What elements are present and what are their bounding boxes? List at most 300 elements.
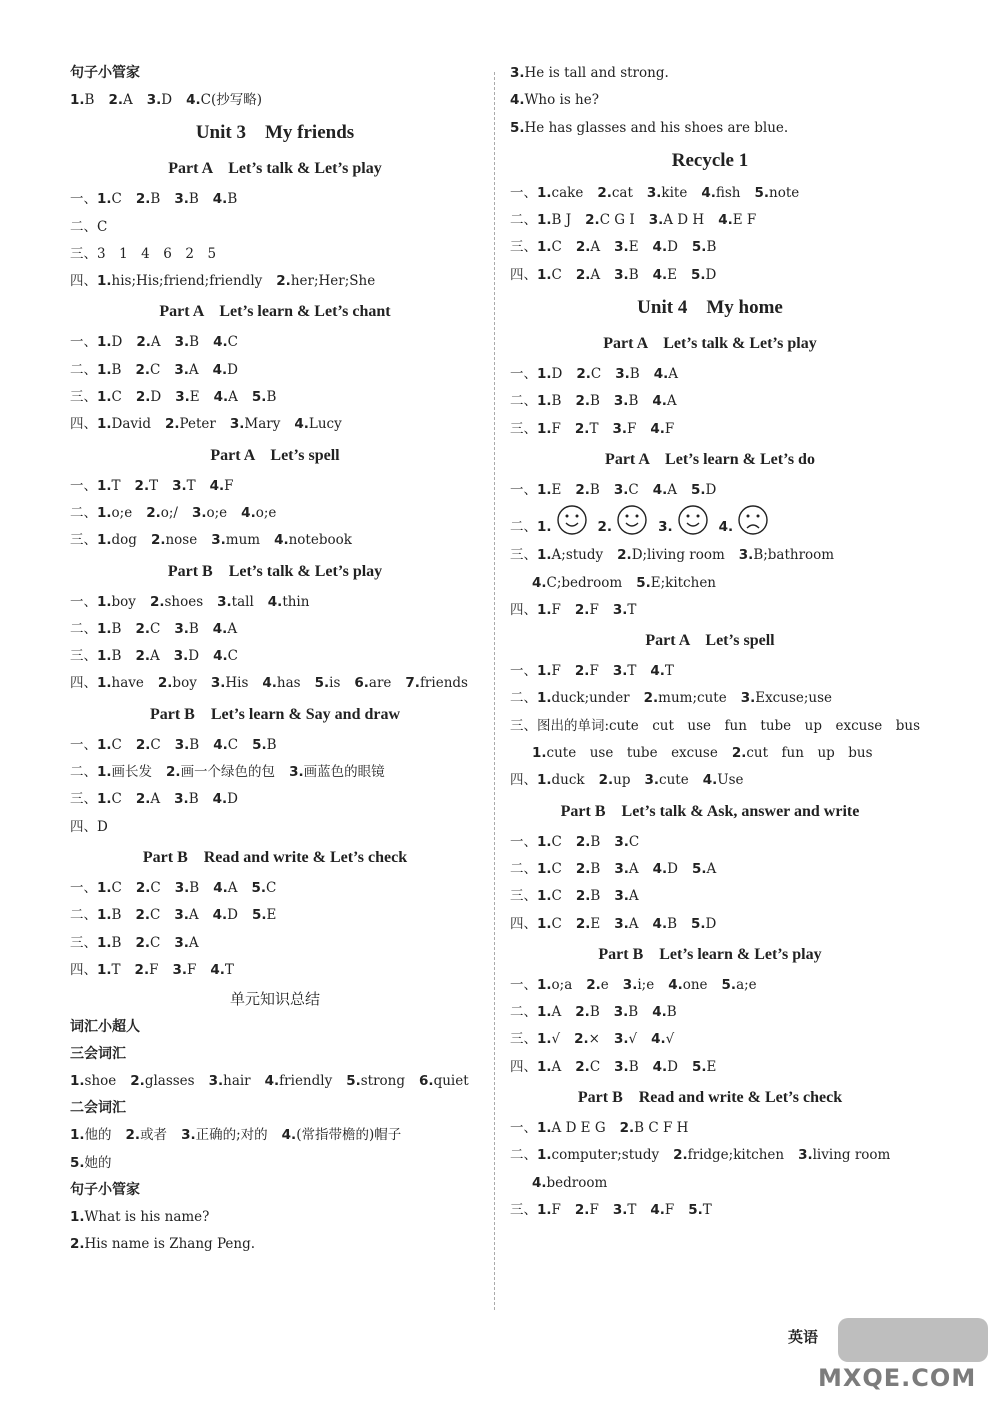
question-group-number: 四、 <box>70 675 97 692</box>
part-heading: Part B Let’s talk & Let’s play <box>167 562 383 580</box>
item-answer: B <box>628 393 639 410</box>
answer-line <box>510 361 910 388</box>
question-group-number: 二、 <box>510 1004 537 1021</box>
item-answer: A <box>666 393 677 410</box>
item-number: 5. <box>721 976 737 993</box>
item-number: 2. <box>575 1058 590 1075</box>
question-group-number: 二、 <box>510 519 537 536</box>
item-answer: 正确的;对的 <box>195 1127 268 1144</box>
answer-line <box>70 957 480 984</box>
item-number: 2. <box>643 690 659 707</box>
answer-item <box>732 745 873 761</box>
item-answer: his;His;friend;friendly <box>111 273 263 290</box>
item-answer: B <box>628 266 639 283</box>
question-group-number: 三、 <box>510 239 537 256</box>
answer-item <box>718 212 756 228</box>
item-number: 4. <box>652 239 668 256</box>
item-number: 5. <box>251 907 267 924</box>
item-number: 2. <box>135 389 151 406</box>
answer-item <box>97 962 121 978</box>
item-answer: C <box>628 481 639 498</box>
answer-line <box>510 767 910 794</box>
item-answer: E <box>628 239 639 256</box>
answer-item <box>251 880 276 896</box>
item-answer: Lucy <box>308 416 342 433</box>
answer-item <box>532 1175 607 1191</box>
item-answer: computer;study <box>551 1147 660 1164</box>
item-number: 2. <box>135 191 151 208</box>
answer-item <box>652 393 676 409</box>
item-answer: A <box>551 1058 562 1075</box>
item-answer: A D E G <box>551 1120 606 1137</box>
answer-item <box>537 834 562 850</box>
item-number: 2. <box>276 273 291 290</box>
item-answer: A <box>551 1004 562 1021</box>
item-number: 4. <box>212 361 228 378</box>
item-number: 3. <box>613 481 629 498</box>
unit-heading: Recycle 1 <box>671 149 749 171</box>
question-group-number: 三、 <box>510 547 537 564</box>
answer-line <box>510 911 910 938</box>
answer-item <box>97 675 144 691</box>
item-number: 5. <box>346 1073 361 1090</box>
answer-line <box>70 1122 480 1149</box>
question-group-number: 三、 <box>70 934 97 951</box>
item-number: 2. <box>575 860 591 877</box>
answer-item <box>175 880 199 896</box>
answer-item <box>510 65 669 81</box>
item-number: 1. <box>537 420 552 437</box>
answer-item <box>97 191 122 207</box>
item-answer: B <box>589 1004 600 1021</box>
answer-item <box>613 602 637 618</box>
item-number: 3. <box>217 593 232 610</box>
answer-item <box>614 482 639 498</box>
answer-line <box>510 477 910 504</box>
answer-item <box>174 191 198 207</box>
answer-item <box>614 834 639 850</box>
item-answer: 画蓝色的眼镜 <box>303 764 385 781</box>
item-number: 3. <box>738 547 754 564</box>
answer-line <box>510 1115 910 1142</box>
answer-item <box>97 334 122 350</box>
item-answer: mum <box>225 532 261 549</box>
item-number: 3. <box>613 1004 629 1021</box>
item-number: 1. <box>537 1058 552 1075</box>
item-answer: E;kitchen <box>650 574 716 591</box>
answer-line <box>510 713 921 740</box>
item-number: 4. <box>718 519 734 536</box>
item-number: 2. <box>135 361 150 378</box>
item-answer: He is tall and strong. <box>524 65 669 81</box>
item-number: 5. <box>691 860 707 877</box>
item-number: 2. <box>136 334 151 351</box>
item-number: 3. <box>613 393 629 410</box>
answer-line <box>510 542 910 569</box>
item-number: 2. <box>134 961 150 978</box>
item-number: 5. <box>691 239 707 256</box>
item-number: 1. <box>537 1120 552 1137</box>
item-answer: F <box>551 1201 561 1218</box>
item-answer: tall <box>231 593 254 610</box>
item-answer: e <box>600 976 609 993</box>
question-group-number: 二、 <box>70 361 97 378</box>
item-answer: o;e <box>255 504 277 521</box>
question-group-number: 四、 <box>70 818 97 835</box>
answer-item <box>97 362 121 378</box>
item-number: 1. <box>537 266 552 283</box>
answer-item <box>175 737 199 753</box>
answer-line <box>510 685 910 712</box>
answer-item <box>614 267 638 283</box>
item-answer: E <box>590 915 601 932</box>
item-number: 2. <box>166 764 181 781</box>
item-answer: C <box>551 266 562 283</box>
item-number: 3. <box>174 934 189 951</box>
item-answer: C <box>111 736 122 753</box>
question-group-number: 二、 <box>510 1147 537 1164</box>
item-number: 1. <box>537 547 552 564</box>
answer-item <box>575 482 599 498</box>
item-answer: F <box>589 663 599 680</box>
item-answer: T <box>111 961 121 978</box>
answer-item <box>644 690 727 706</box>
answer-item <box>653 916 677 932</box>
item-number: 1. <box>97 620 112 637</box>
item-number: 3. <box>181 1127 196 1144</box>
answer-item <box>537 977 572 993</box>
item-answer: has <box>276 675 301 692</box>
item-answer: duck <box>551 772 585 789</box>
item-number: 3. <box>173 648 189 665</box>
answer-item <box>135 621 160 637</box>
answer-item <box>97 737 122 753</box>
item-answer: A <box>667 481 677 498</box>
item-number: 5. <box>251 879 267 896</box>
item-number: 2. <box>135 934 150 951</box>
answer-item <box>174 621 198 637</box>
item-answer: her;Her;She <box>290 273 376 290</box>
item-number: 4. <box>212 791 228 808</box>
item-answer: A <box>227 879 238 896</box>
item-number: 4. <box>701 184 716 201</box>
item-number: 3. <box>648 212 664 229</box>
answer-item <box>209 1073 251 1089</box>
item-answer: C <box>111 879 122 896</box>
item-number: 1. <box>70 1209 85 1226</box>
answer-item <box>213 791 238 807</box>
item-answer: fridge;kitchen <box>687 1147 785 1164</box>
item-number: 3. <box>211 532 226 549</box>
answer-item <box>575 1004 599 1020</box>
item-number: 5. <box>688 1201 703 1218</box>
item-number: 3. <box>614 239 629 256</box>
item-answer: duck;under <box>551 690 630 707</box>
question-group-number: 四、 <box>510 772 537 789</box>
item-number: 5. <box>754 184 770 201</box>
answer-item <box>650 663 674 679</box>
answer-item <box>620 1120 689 1136</box>
answer-item <box>537 1202 561 1218</box>
item-answer: D <box>227 361 238 378</box>
answer-item <box>213 362 238 378</box>
item-answer: o;e <box>111 504 133 521</box>
item-answer: D <box>227 791 238 808</box>
answer-item <box>262 675 300 691</box>
answer-item <box>276 273 375 289</box>
item-answer: B <box>189 736 200 753</box>
question-group-number: 三、 <box>70 791 97 808</box>
item-answer: 或者 <box>140 1127 168 1144</box>
answer-line <box>70 814 480 841</box>
answer-line <box>510 570 910 597</box>
answer-line <box>70 1068 480 1095</box>
item-answer: living room <box>812 1147 891 1164</box>
item-number: 4. <box>274 532 289 549</box>
answer-line <box>510 999 910 1026</box>
answer-item <box>252 907 276 923</box>
answer-item <box>617 547 725 563</box>
item-number: 2. <box>146 504 161 521</box>
left-column <box>70 60 480 1259</box>
answer-item <box>599 772 631 788</box>
item-answer: C <box>227 648 238 665</box>
answer-item <box>230 416 280 432</box>
answer-item <box>136 880 161 896</box>
item-number: 2. <box>575 888 591 905</box>
answer-item <box>510 92 599 108</box>
item-answer: is <box>329 675 341 692</box>
item-answer: C <box>551 239 562 256</box>
answer-item <box>97 505 132 521</box>
answer-item <box>623 977 654 993</box>
answer-line <box>510 60 910 87</box>
item-number: 1. <box>97 361 112 378</box>
item-number: 3. <box>614 266 629 283</box>
answer-item <box>575 663 599 679</box>
item-answer: C <box>551 833 562 850</box>
item-number: 1. <box>97 736 112 753</box>
answer-item <box>537 1031 560 1047</box>
question-group-number: 二、 <box>510 212 537 229</box>
item-number: 1. <box>537 1031 552 1048</box>
answer-item <box>97 532 137 548</box>
item-answer: F <box>149 961 159 978</box>
question-group-number: 一、 <box>70 477 97 494</box>
question-group-number: 一、 <box>70 736 97 753</box>
item-number: 3. <box>172 477 187 494</box>
answer-item <box>136 737 161 753</box>
item-number: 4. <box>718 212 733 229</box>
item-number: 2. <box>157 675 173 692</box>
item-answer: B <box>189 334 200 351</box>
question-group-number: 三、 <box>510 1031 537 1048</box>
answer-item <box>252 389 276 405</box>
item-number: 3. <box>510 65 525 81</box>
item-number: 5. <box>691 266 706 283</box>
answer-line <box>70 875 480 902</box>
answer-item <box>585 212 635 228</box>
item-number: 1. <box>97 477 112 494</box>
section-label: 二会词汇 <box>70 1100 126 1117</box>
item-number: 3. <box>612 1201 628 1218</box>
item-number: 1. <box>537 772 552 789</box>
answer-item <box>692 1059 716 1075</box>
question-group-number: 二、 <box>70 907 97 924</box>
item-answer: √ <box>628 1031 638 1048</box>
answer-item <box>537 690 630 706</box>
answer-line <box>510 883 910 910</box>
item-number: 4. <box>213 879 228 896</box>
answer-item <box>537 239 562 255</box>
question-group-number: 一、 <box>70 191 97 208</box>
answer-item <box>653 861 678 877</box>
item-number: 2. <box>598 772 614 789</box>
answer-item <box>147 92 172 108</box>
answer-line <box>510 416 910 443</box>
item-number: 3. <box>658 519 673 536</box>
answer-item <box>175 334 199 350</box>
answer-item <box>537 888 562 904</box>
item-number: 1. <box>537 481 552 498</box>
question-group-number: 一、 <box>510 366 537 383</box>
question-group-number: 四、 <box>70 961 97 978</box>
answer-item <box>651 1031 674 1047</box>
answer-item <box>135 478 159 494</box>
answer-line <box>70 473 480 500</box>
question-group-number: 四、 <box>70 416 97 433</box>
part-heading: Part A Let’s spell <box>645 632 775 650</box>
item-number: 3. <box>174 791 189 808</box>
answer-item <box>97 764 152 780</box>
item-number: 3. <box>174 736 190 753</box>
answer-item <box>252 737 276 753</box>
item-number: 4. <box>212 907 228 924</box>
answer-item <box>135 907 160 923</box>
item-answer: fish <box>715 184 741 201</box>
answer-item <box>213 737 238 753</box>
watermark-logo-icon <box>838 1318 988 1362</box>
item-answer: F <box>551 663 561 680</box>
item-number: 3. <box>172 961 187 978</box>
item-answer: B <box>590 860 601 877</box>
item-answer: Mary <box>244 416 281 433</box>
item-number: 4. <box>213 334 228 351</box>
item-number: 2. <box>125 1127 141 1144</box>
item-answer: C <box>266 879 277 896</box>
item-number: 1. <box>97 879 112 896</box>
answer-item <box>214 389 238 405</box>
answer-item <box>166 764 275 780</box>
item-answer: D <box>97 818 108 835</box>
answer-item <box>510 120 788 136</box>
answer-item <box>575 393 599 409</box>
item-number: 3. <box>146 92 162 108</box>
answer-item <box>289 764 385 780</box>
item-number: 1. <box>97 191 112 208</box>
question-group-number: 一、 <box>510 833 537 850</box>
item-number: 4. <box>668 976 683 993</box>
item-answer: C(抄写略) <box>200 92 262 108</box>
item-number: 7. <box>405 675 420 692</box>
answer-line <box>510 1170 910 1197</box>
answer-line <box>510 740 910 767</box>
answer-line <box>70 241 480 268</box>
answer-item <box>158 675 197 691</box>
item-answer: T <box>224 961 234 978</box>
item-answer: E <box>551 481 562 498</box>
answer-item <box>532 575 622 591</box>
item-number: 2. <box>619 1120 635 1137</box>
question-group-number: 四、 <box>510 266 537 283</box>
item-answer: bedroom <box>546 1174 608 1191</box>
item-number: 1. <box>97 416 112 433</box>
item-answer: B <box>666 1004 677 1021</box>
answer-item <box>97 273 262 289</box>
item-answer: quiet <box>433 1073 469 1090</box>
item-number: 2. <box>574 420 590 437</box>
answer-item <box>135 935 160 951</box>
item-number: 3. <box>614 888 629 905</box>
answer-item <box>692 861 716 877</box>
item-answer: B <box>706 239 717 256</box>
answer-item <box>217 594 254 610</box>
item-answer: F <box>186 961 197 978</box>
answer-item <box>653 1059 678 1075</box>
answer-line <box>70 1150 480 1177</box>
answer-item <box>537 212 571 228</box>
item-answer: C <box>150 879 161 896</box>
answer-item <box>739 547 834 563</box>
item-number: 2. <box>574 663 590 680</box>
answer-item <box>97 416 151 432</box>
item-answer: friends <box>419 675 468 692</box>
item-number: 4. <box>262 675 277 692</box>
item-answer: C <box>590 366 602 383</box>
item-number: 3. <box>614 1058 629 1075</box>
item-number: 1. <box>537 976 552 993</box>
item-number: 3. <box>229 416 245 433</box>
item-answer: C <box>227 334 238 351</box>
answer-line <box>70 670 480 697</box>
answer-item <box>211 675 249 691</box>
item-answer: B <box>589 393 600 410</box>
item-answer: C <box>150 736 161 753</box>
item-number: 5. <box>691 481 706 498</box>
item-answer: T <box>627 1201 637 1218</box>
item-answer: D <box>705 481 717 498</box>
item-number: 3. <box>614 860 629 877</box>
answer-line <box>510 388 910 415</box>
answer-item <box>537 663 561 679</box>
answer-item <box>537 393 561 409</box>
answer-item <box>701 185 740 201</box>
question-group-number: 三、 <box>70 648 97 665</box>
item-answer: Peter <box>179 416 216 433</box>
item-answer: cute use tube excuse <box>546 745 718 762</box>
item-number: 4. <box>532 1174 547 1191</box>
answer-item <box>647 185 687 201</box>
item-answer: C <box>149 620 161 637</box>
right-column <box>510 60 921 1224</box>
item-number: 4. <box>213 389 229 406</box>
answer-line <box>510 87 910 114</box>
answer-item <box>172 478 196 494</box>
item-answer: D <box>227 907 238 924</box>
item-answer: A <box>668 366 678 383</box>
item-answer: D <box>705 266 717 283</box>
item-number: 4. <box>652 266 668 283</box>
